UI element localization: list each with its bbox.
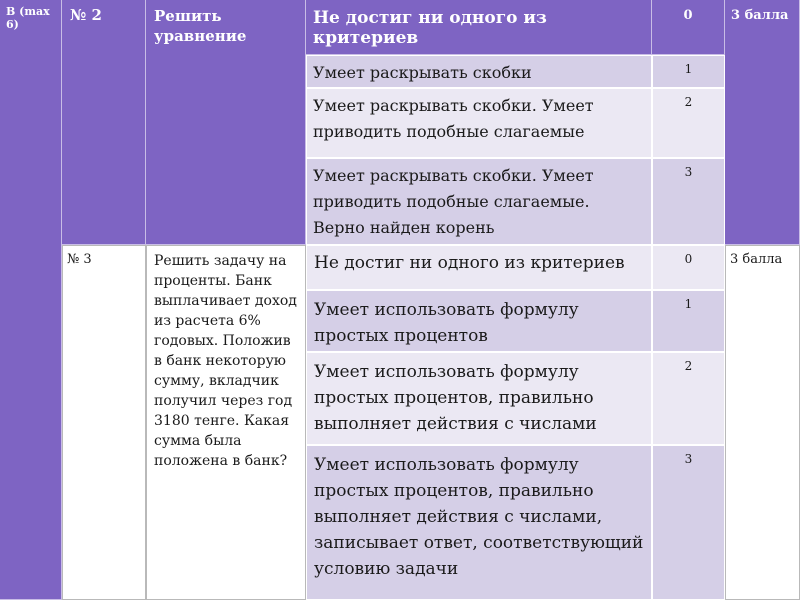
task3-row-2-score-text: 1: [684, 297, 693, 311]
task3-max-score-cell: [725, 245, 800, 600]
task3-row-3-score-text: 2: [684, 359, 693, 373]
task3-description: Решить задачу на проценты. Банк выплачивает доход из расчета 6% годовых. Положив в банк некоторую сумму, вкладчик получил через год 3180 тенге. Какая сумма была положена в банк?: [154, 253, 297, 469]
header-criterion-cell: [306, 0, 652, 55]
task2-row-1-criterion-text: Умеет раскрывать скобки: [313, 63, 532, 82]
task2-description: Решить уравнение: [154, 7, 247, 45]
task3-row-1-criterion: [306, 245, 652, 290]
task3-description-cell: [146, 245, 306, 600]
task2-row-1-criterion: [306, 55, 652, 88]
task2-row-1-score: [652, 55, 725, 88]
task3-number: № 3: [67, 252, 92, 267]
task3-row-4-score: [652, 445, 725, 600]
task3-row-2-criterion: [306, 290, 652, 352]
task3-row-3-criterion: [306, 352, 652, 445]
task3-row-4-score-text: 3: [684, 452, 693, 466]
task3-row-4-criterion-text: Умеет использовать формулу простых процентов, правильно выполняет действия с числами, записывает ответ, соответствующий условию задачи: [314, 455, 644, 579]
task3-row-1-score: [652, 245, 725, 290]
header-criterion: Не достиг ни одного из критериев: [313, 8, 547, 48]
task3-row-3-criterion-text: Умеет использовать формулу простых процентов, правильно выполняет действия с числами: [314, 362, 597, 434]
task2-row-2-score-text: 2: [684, 95, 693, 109]
task2-row-2-score: [652, 88, 725, 158]
task3-row-2-score: [652, 290, 725, 352]
header-score: 0: [683, 8, 693, 23]
task2-number-cell: [62, 0, 146, 245]
task2-max-score: 3 балла: [731, 8, 789, 23]
task3-number-cell: [62, 245, 146, 600]
task2-row-3-score-text: 3: [684, 165, 693, 179]
task2-row-3-score: [652, 158, 725, 245]
section-b-label: B (max 6): [6, 5, 50, 31]
section-b-label-cell: [0, 0, 62, 600]
task2-row-3-criterion-text: Умеет раскрывать скобки. Умеет приводить подобные слагаемые. Верно найден корень: [313, 166, 594, 237]
task2-row-2-criterion: [306, 88, 652, 158]
task2-max-score-cell: [725, 0, 800, 245]
task2-description-cell: [146, 0, 306, 245]
task3-max-score: 3 балла: [730, 252, 783, 267]
task3-row-1-score-text: 0: [684, 252, 693, 266]
task3-row-2-criterion-text: Умеет использовать формулу простых процентов: [314, 300, 579, 346]
task3-row-1-criterion-text: Не достиг ни одного из критериев: [314, 253, 625, 273]
task2-number: № 2: [70, 6, 102, 24]
task3-row-4-criterion: [306, 445, 652, 600]
header-score-cell: [652, 0, 725, 55]
task2-row-2-criterion-text: Умеет раскрывать скобки. Умеет приводить подобные слагаемые: [313, 96, 594, 141]
task3-row-3-score: [652, 352, 725, 445]
task2-row-1-score-text: 1: [684, 62, 693, 76]
task2-row-3-criterion: [306, 158, 652, 245]
